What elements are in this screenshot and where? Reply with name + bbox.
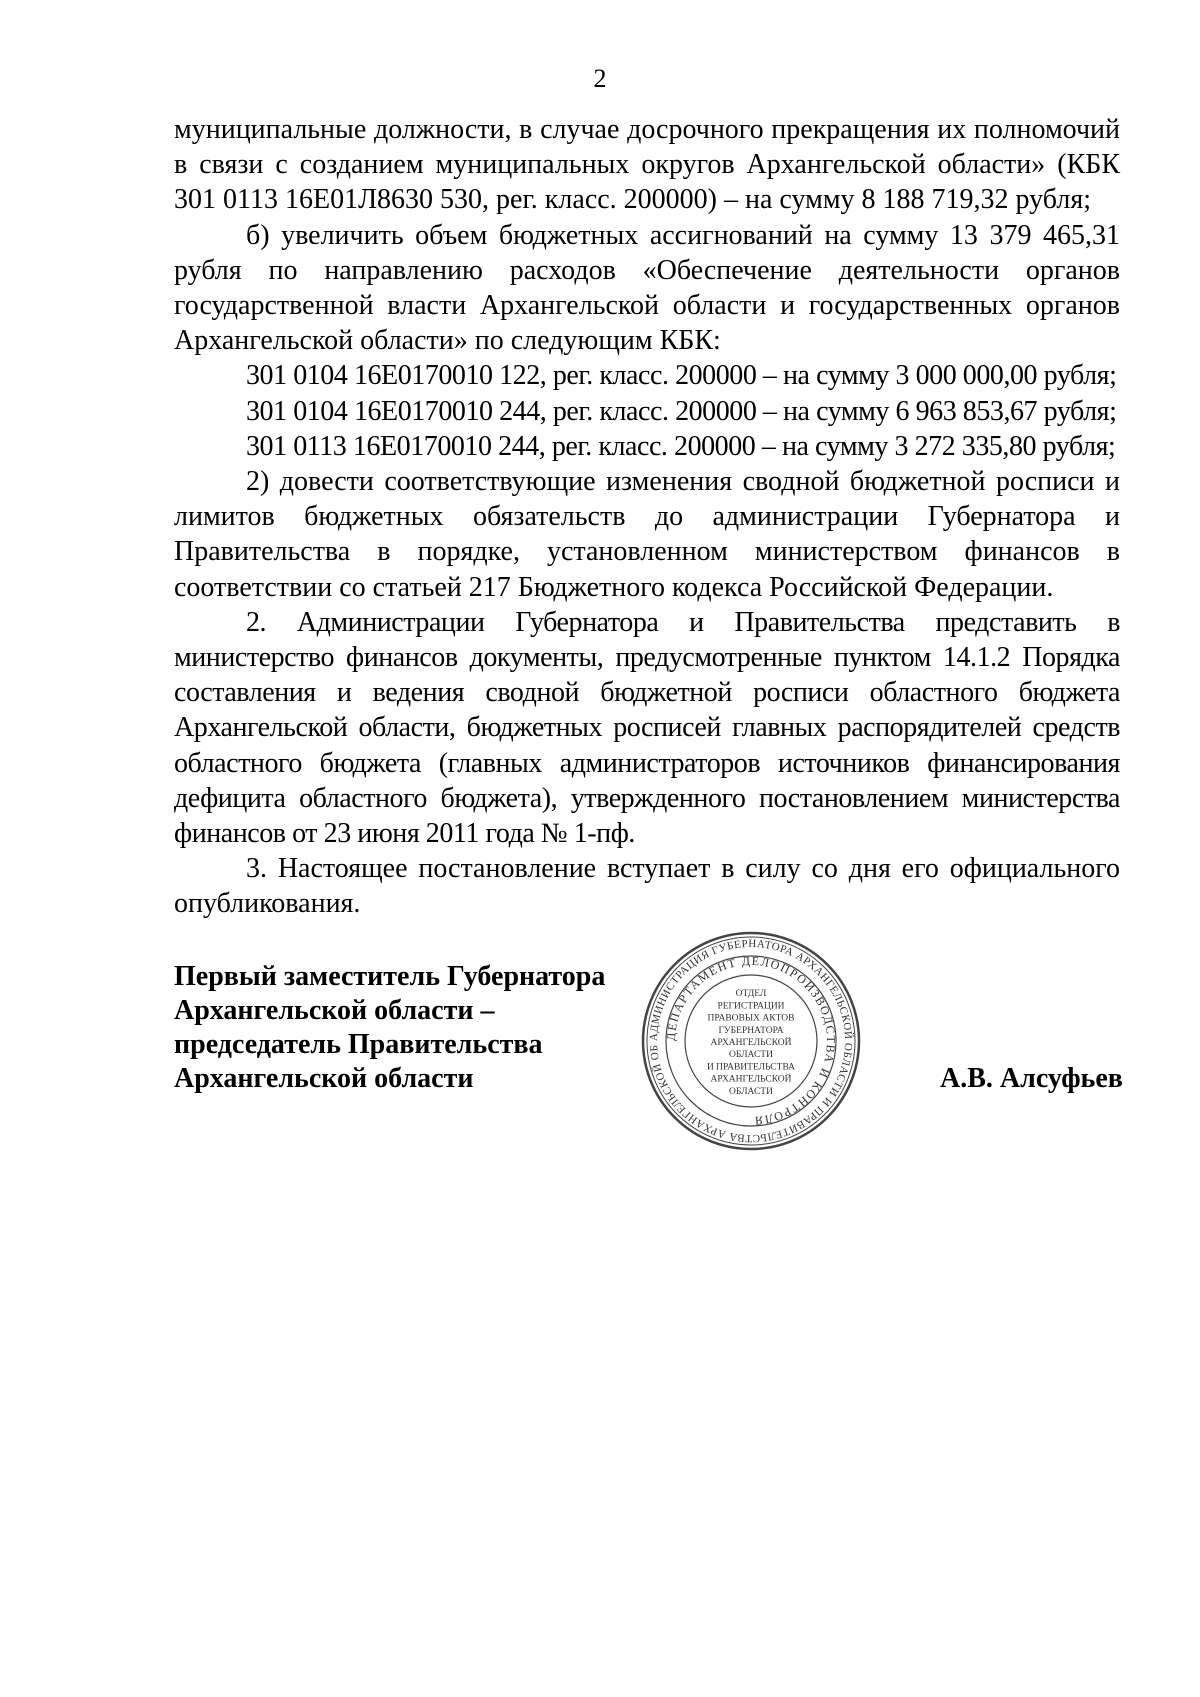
seal-outer-text: АДМИНИСТРАЦИЯ ГУБЕРНАТОРА АРХАНГЕЛЬСКОЙ ОБЛАСТИ И ПРАВИТЕЛЬСТВА АРХАНГЕЛЬСКОЙ ОБ	[647, 937, 855, 1145]
signature-title-line-2: Архангельской области –	[174, 995, 495, 1026]
signature-title-line-4: Архангельской области	[174, 1063, 474, 1094]
paragraph-b: б) увеличить объем бюджетных ассигнований на сумму 13 379 465,31 рубля по направлению расходов «Обеспечение деятельности органов государственной власти Архангельской области и государственных органов Архангельской области» по следующим КБК:	[174, 219, 1120, 357]
seal-center-line: АРХАНГЕЛЬСКОЙ	[710, 1038, 792, 1048]
signature-title	[174, 960, 694, 1096]
seal-center-line: РЕГИСТРАЦИИ	[717, 1001, 785, 1012]
seal-center-line: И ПРАВИТЕЛЬСТВА	[706, 1062, 796, 1073]
seal-inner-ring-text: ДЕПАРТАМЕНТ ДЕЛОПРОИЗВОДСТВА И КОНТРОЛЯ	[663, 953, 839, 1129]
signature-title-line-3: председатель Правительства	[174, 1029, 543, 1060]
seal-center-line: АРХАНГЕЛЬСКОЙ	[710, 1074, 792, 1085]
kbk-line-3: 301 0113 16Е0170010 244, рег. класс. 200000 – на сумму 3 272 335,80 рубля;	[246, 430, 1116, 462]
seal-center-line: ОБЛАСТИ	[729, 1086, 773, 1097]
seal-center-line: ПРАВОВЫХ АКТОВ	[707, 1013, 795, 1024]
paragraph-continuation: муниципальные должности, в случае досрочного прекращения их полномочий в связи с созданием муниципальных округов Архангельской области» (КБК 301 0113 16Е01Л8630 530, рег. класс. 200000) – на сумму 8 188 719,32 рубля;	[174, 114, 1120, 216]
seal-center-line: ГУБЕРНАТОРА	[718, 1025, 784, 1036]
paragraph-item-2: 2. Администрации Губернатора и Правительства представить в министерство финансов документы, предусмотренные пунктом 14.1.2 Порядка составления и ведения сводной бюджетной росписи областного бюджета Архангельской области, бюджетных росписей главных распорядителей средств областного бюджета (главных администраторов источников финансирования дефицита областного бюджета), утвержденного постановлением министерства финансов от 23 июня 2011 года № 1-пф.	[174, 606, 1120, 850]
kbk-line-2: 301 0104 16Е0170010 244, рег. класс. 200000 – на сумму 6 963 853,67 рубля;	[246, 395, 1117, 427]
paragraph-2-subitem: 2) довести соответствующие изменения сводной бюджетной росписи и лимитов бюджетных обязательств до администрации Губернатора и Правительства в порядке, установленном министерством финансов в соответствии со статьей 217 Бюджетного кодекса Российской Федерации.	[174, 466, 1120, 603]
kbk-line-1: 301 0104 16Е0170010 122, рег. класс. 200000 – на сумму 3 000 000,00 рубля;	[246, 360, 1117, 392]
signature-title-line-1: Первый заместитель Губернатора	[174, 961, 606, 992]
document-body	[174, 112, 1120, 922]
seal-graphic	[640, 930, 862, 1152]
signer-name: А.В. Алсуфьев	[940, 1063, 1123, 1094]
official-seal-stamp	[640, 930, 862, 1152]
paragraph-item-3: 3. Настоящее постановление вступает в силу со дня его официального опубликования.	[174, 853, 1120, 920]
seal-center-text	[707, 989, 795, 1097]
page-number: 2	[593, 64, 607, 93]
seal-center-line: ОБЛАСТИ	[729, 1050, 773, 1061]
seal-center-line: ОТДЕЛ	[735, 989, 767, 1000]
